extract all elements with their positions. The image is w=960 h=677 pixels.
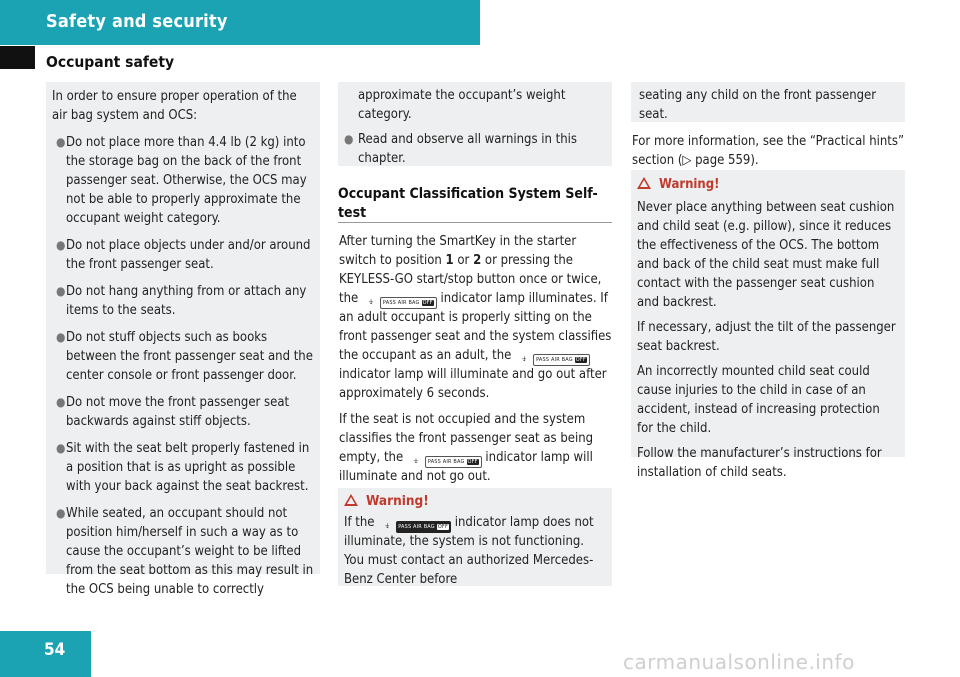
- bullet-icon: ●: [56, 441, 66, 455]
- list-item: ● Do not place more than 4.4 lb (2 kg) into the storage bag on the back of the front passenger seat. Otherwise, the OCS may not be able to properly approximate the occupant weight category.: [56, 135, 307, 226]
- warning-continued-box: [631, 82, 905, 122]
- list-item: ● Do not stuff objects such as books between the front passenger seat and the center console or front passenger door.: [56, 330, 313, 383]
- ocs-precautions-box: [46, 82, 320, 597]
- list-item: ● Sit with the seat belt properly fastened in a position that is as upright as possible with your back against the seat backrest.: [56, 441, 310, 494]
- more-info-text: For more information, see the “Practical hints” section (▷ page 559).: [632, 134, 905, 168]
- pass-air-bag-off-indicator-icon: ⍖ PASS AIR BAG OFF: [362, 292, 437, 306]
- warning-box-child-seat: [631, 170, 905, 480]
- continued-text: seating any child on the front passenger seat.: [639, 88, 877, 122]
- warning-paragraph: If necessary, adjust the tilt of the passenger seat backrest.: [637, 320, 896, 354]
- page-number: 54: [44, 640, 66, 660]
- warning-paragraph: An incorrectly mounted child seat could cause injuries to the child in case of an accident, instead of increasing protection for the child.: [637, 364, 880, 436]
- self-test-body: [339, 232, 613, 493]
- list-item: ● Do not hang anything from or attach any items to the seats.: [56, 284, 307, 318]
- warning-paragraph: Never place anything between seat cushion and child seat (e.g. pillow), since it reduces the effectiveness of the OCS. The bottom and back of the child seat must make full contact with the passenger seat cushion and backrest.: [637, 200, 895, 310]
- pass-air-bag-off-indicator-icon: ⍖ PASS AIR BAG OFF: [378, 516, 451, 530]
- heading-divider: [338, 222, 612, 223]
- section-tab-marker: [0, 46, 35, 69]
- pass-air-bag-off-indicator-icon: ⍖ PASS AIR BAG OFF: [515, 349, 590, 363]
- bullet-icon: ●: [56, 330, 66, 344]
- subsection-title: Occupant safety: [46, 53, 175, 71]
- warning-triangle-icon: [637, 177, 651, 189]
- bullet-icon: ●: [56, 284, 66, 298]
- pass-air-bag-off-indicator-icon: ⍖ PASS AIR BAG OFF: [407, 451, 482, 465]
- warning-title: Warning!: [637, 175, 899, 194]
- bullet-icon: ●: [56, 135, 66, 149]
- continued-text: approximate the occupant’s weight category.: [358, 88, 566, 122]
- precautions-intro: In order to ensure proper operation of the air bag system and OCS:: [52, 89, 297, 123]
- section-title: Safety and security: [46, 11, 228, 32]
- self-test-paragraph-2: If the seat is not occupied and the system classifies the front passenger seat as being empty, the ⍖ PASS AIR BAG OFF indicator lamp will illuminate and not go out.: [339, 412, 594, 484]
- precautions-continued-box: [338, 82, 612, 166]
- list-item: ● Do not place objects under and/or around the front passenger seat.: [56, 238, 311, 272]
- ocs-self-test-heading: Occupant Classification System Self-test: [338, 186, 598, 221]
- watermark: carmanualsonline.info: [623, 650, 855, 674]
- bullet-icon: ●: [56, 395, 66, 409]
- list-item: ● Read and observe all warnings in this chapter.: [344, 132, 577, 166]
- list-item: ● While seated, an occupant should not position him/herself in such a way as to cause the occupant’s weight to be lifted from the seat bottom as this may result in the OCS being unable to correctly: [56, 506, 314, 597]
- list-item: ● Do not move the front passenger seat backwards against stiff objects.: [56, 395, 290, 429]
- warning-box-indicator: [338, 488, 612, 586]
- warning-triangle-icon: [344, 494, 358, 506]
- bullet-icon: ●: [344, 132, 354, 146]
- bullet-icon: ●: [56, 506, 66, 520]
- warning-text: If the ⍖ PASS AIR BAG OFF indicator lamp does not illuminate, the system is not functioning. You must contact an authorized Mercedes-Benz Center before: [344, 515, 594, 587]
- bullet-icon: ●: [56, 238, 66, 252]
- warning-paragraph: Follow the manufacturer’s instructions for installation of child seats.: [637, 446, 882, 480]
- self-test-paragraph-1: After turning the SmartKey in the starter switch to position 1 or 2 or pressing the KEYLESS-GO start/stop button once or twice, the ⍖ PASS AIR BAG OFF indicator lamp illuminates. If an adult occupant is properly sitting on the front passenger seat and the system classifies the occupant as an adult, the ⍖ PASS AIR BAG OFF indicator lamp will illuminate and go out after approximately 6 seconds.: [339, 234, 612, 401]
- warning-title: Warning!: [344, 493, 606, 509]
